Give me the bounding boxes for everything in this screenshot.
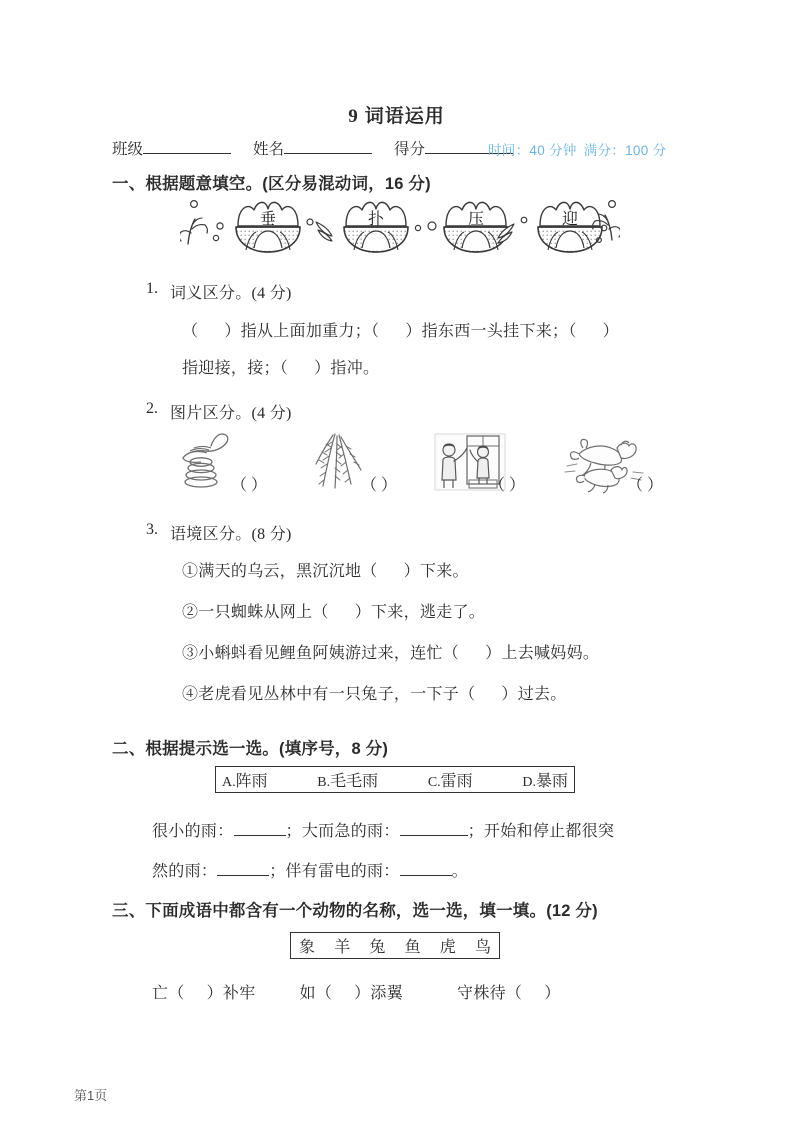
student-info-row xyxy=(112,137,712,159)
q1-line-2 xyxy=(182,355,379,378)
idiom-3-a: 守株待（ xyxy=(457,985,523,1002)
bubble-icon xyxy=(307,219,313,225)
q3-item-2 xyxy=(182,599,485,622)
idiom-2-a: 如（ xyxy=(299,985,333,1002)
idiom-1[interactable] xyxy=(152,985,256,1002)
rain-option-a-label: 阵雨 xyxy=(235,773,268,790)
q3-i1-a: ①满天的乌云，黑沉沉地（ xyxy=(182,563,378,580)
bubble-icon xyxy=(213,235,218,240)
q1-number: 1. xyxy=(146,280,158,297)
q3-item-1 xyxy=(182,558,469,581)
page-title xyxy=(0,101,793,128)
rain-option-a[interactable] xyxy=(222,768,268,791)
idiom-2[interactable] xyxy=(300,985,404,1002)
class-label: 班级 xyxy=(112,141,144,158)
rain-prompt-1c: ；开始和停止都很突 xyxy=(467,823,615,840)
name-field[interactable] xyxy=(253,137,372,159)
q3-i2-a: ②一只蜘蛛从网上（ xyxy=(182,604,329,621)
q3-i4-b: ）过去。 xyxy=(501,686,567,703)
q3-i3-a: ③小蝌蚪看见鲤鱼阿姨游过来，连忙（ xyxy=(182,645,460,662)
q3-item-4 xyxy=(182,681,567,704)
q2-picture-row xyxy=(175,432,675,500)
shell-char-2: 扑 xyxy=(367,211,385,228)
picture-4-answer-paren[interactable]: （ ） xyxy=(627,477,664,494)
animal-word-bank-box xyxy=(290,932,500,959)
time-label: 时间： xyxy=(488,143,530,158)
animal-word-2[interactable]: 羊 xyxy=(334,939,351,956)
idiom-row xyxy=(152,980,561,1003)
rain-options-box xyxy=(215,766,575,793)
score-label: 得分 xyxy=(394,141,426,158)
picture-1-answer-paren[interactable]: （ ） xyxy=(231,477,268,494)
total-value: 100 分 xyxy=(625,143,667,158)
q1-l1-d: ） xyxy=(602,323,619,340)
rain-blank-1[interactable] xyxy=(234,822,286,836)
class-blank[interactable] xyxy=(143,140,231,154)
rain-prompt-2c: 。 xyxy=(451,863,468,880)
section-3-heading: 三、下面成语中都含有一个动物的名称，选一选，填一填。(12 分) xyxy=(112,902,598,920)
rain-prompt-line-1 xyxy=(152,818,614,841)
page-footer: 第1页 xyxy=(74,1088,108,1103)
rain-prompt-line-2 xyxy=(152,858,468,881)
rain-prompt-1a: 很小的雨： xyxy=(152,823,234,840)
picture-2-answer-paren[interactable]: （ ） xyxy=(361,477,398,494)
bubble-icon xyxy=(609,201,616,208)
q1-title: 词义区分。(4 分) xyxy=(170,285,292,302)
time-value: 40 分钟 xyxy=(529,143,577,158)
idiom-3-b: ） xyxy=(544,985,561,1002)
rain-option-c-label: 雷雨 xyxy=(440,773,473,790)
rain-prompt-2a: 然的雨： xyxy=(152,863,218,880)
q1-l1-b: ）指从上面加重力；（ xyxy=(224,323,380,340)
rain-blank-4[interactable] xyxy=(400,862,452,876)
idiom-1-b: ）补牢 xyxy=(206,985,256,1002)
q3-number: 3. xyxy=(146,521,158,538)
q2-number: 2. xyxy=(146,400,158,417)
leaf-1-icon xyxy=(316,222,332,241)
rain-blank-2[interactable] xyxy=(400,822,468,836)
q3-i4-a: ④老虎看见丛林中有一只兔子，一下子（ xyxy=(182,686,476,703)
bubble-icon xyxy=(428,222,436,230)
rain-option-c-letter: C. xyxy=(427,775,441,790)
section-1-heading: 一、根据题意填空。(区分易混动词，16 分) xyxy=(112,175,431,193)
total-label: 满分： xyxy=(583,143,626,158)
q3-i3-b: ）上去喊妈妈。 xyxy=(485,645,600,662)
q1-l1-c: ）指东西一头挂下来；（ xyxy=(405,323,577,340)
animal-word-1[interactable]: 象 xyxy=(299,939,316,956)
name-blank[interactable] xyxy=(284,140,372,154)
rain-option-b-label: 毛毛雨 xyxy=(330,773,379,790)
exam-meta xyxy=(488,139,666,159)
q2-title: 图片区分。(4 分) xyxy=(170,405,292,422)
shell-char-3: 压 xyxy=(467,211,485,228)
bubble-icon xyxy=(217,223,223,229)
idiom-3[interactable] xyxy=(457,985,561,1002)
rain-prompt-1b: ；大而急的雨： xyxy=(285,823,400,840)
class-field[interactable] xyxy=(112,137,231,159)
rain-blank-3[interactable] xyxy=(217,862,269,876)
q1-line-1 xyxy=(182,318,619,341)
bubble-icon xyxy=(191,201,198,208)
section-2-heading: 二、根据提示选一选。(填序号，8 分) xyxy=(112,740,389,758)
q3-item-3 xyxy=(182,640,599,663)
rain-option-d-letter: D. xyxy=(522,775,536,790)
q3-i2-b: ）下来，逃走了。 xyxy=(354,604,486,621)
page-title-number: 9 xyxy=(348,106,359,127)
rain-option-d[interactable] xyxy=(522,768,568,791)
animal-word-3[interactable]: 兔 xyxy=(369,939,386,956)
animal-word-6[interactable]: 鸟 xyxy=(474,939,491,956)
bubble-icon xyxy=(521,217,527,223)
rain-option-b[interactable] xyxy=(317,768,378,791)
shell-decoration-band xyxy=(180,196,620,258)
shell-decoration-svg xyxy=(180,196,620,258)
bubble-icon xyxy=(415,225,420,230)
animal-word-4[interactable]: 鱼 xyxy=(404,939,421,956)
q1-l1-a: （ xyxy=(182,323,199,340)
q3-i1-b: ）下来。 xyxy=(403,563,469,580)
q1-l2-b: ）指冲。 xyxy=(314,360,380,377)
rain-option-a-letter: A. xyxy=(222,775,236,790)
name-label: 姓名 xyxy=(253,141,285,158)
idiom-2-b: ）添翼 xyxy=(354,985,404,1002)
rain-option-c[interactable] xyxy=(428,768,473,791)
idiom-1-a: 亡（ xyxy=(152,985,185,1002)
coral-left-icon xyxy=(180,218,207,244)
page-title-text: 词语运用 xyxy=(364,106,445,127)
picture-3-answer-paren[interactable]: （ ） xyxy=(489,477,526,494)
q1-l2-a: 指迎接，接；（ xyxy=(182,360,289,377)
q3-title: 语境区分。(8 分) xyxy=(170,526,292,543)
rain-option-d-label: 暴雨 xyxy=(535,773,568,790)
rain-option-b-letter: B. xyxy=(317,775,331,790)
animal-word-5[interactable]: 虎 xyxy=(439,939,456,956)
shell-char-4: 迎 xyxy=(561,211,579,228)
rain-prompt-2b: ；伴有雷电的雨： xyxy=(269,863,400,880)
shell-char-1: 垂 xyxy=(259,211,277,228)
